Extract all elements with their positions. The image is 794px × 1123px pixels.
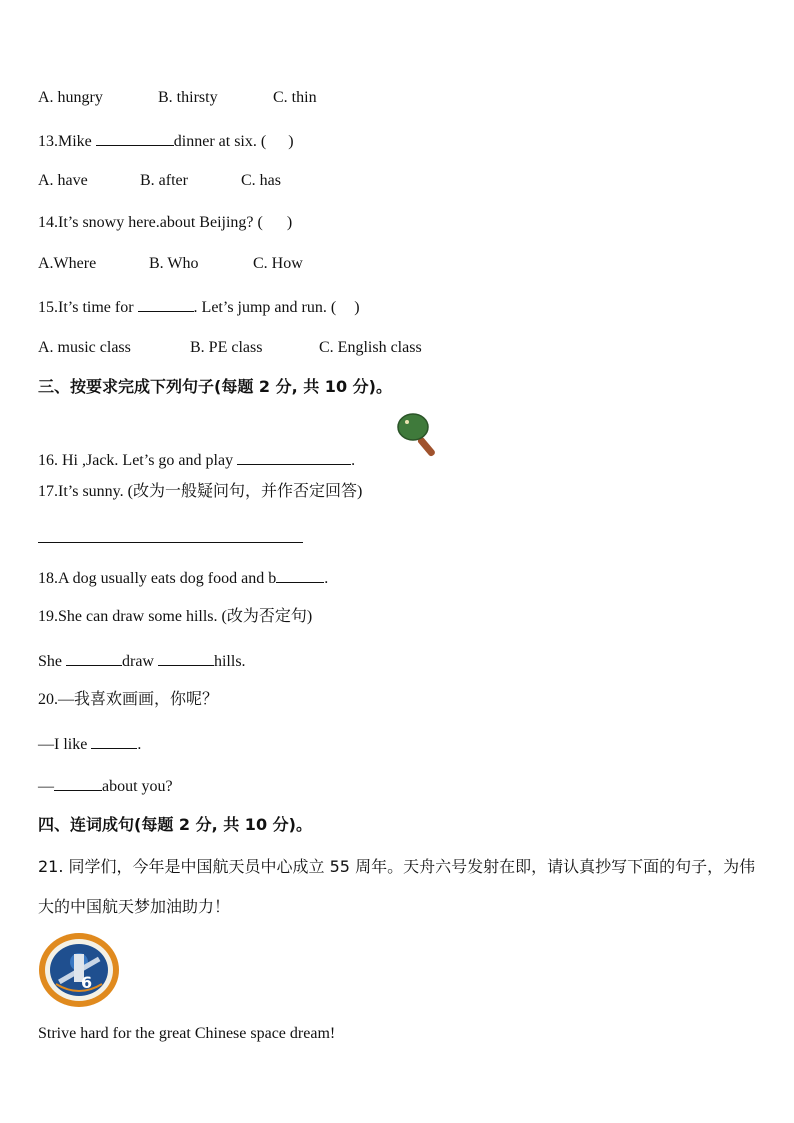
q13-text-pre: 13.Mike [38, 133, 92, 150]
q14-paren-close: ) [286, 214, 293, 231]
q15-option-c: C. English class [319, 339, 422, 356]
tianzhou-mission-badge-icon [38, 932, 120, 1008]
q14-stem [38, 213, 292, 233]
q20-stem [38, 690, 218, 710]
q15-paren-close: ) [354, 299, 360, 316]
q19-blank-1[interactable] [66, 650, 122, 666]
q20-line-1-pre: —I like [38, 736, 88, 753]
q19-word-draw: draw [122, 653, 154, 670]
q16-text-post: . [351, 452, 356, 469]
q14-option-c: C. How [253, 255, 303, 272]
section-3-title: 三、按要求完成下列句子(每题 2 分, 共 10 分)。 [38, 377, 392, 396]
q16-text-pre: 16. Hi ,Jack. Let’s go and play [38, 452, 234, 469]
q13-blank[interactable] [96, 130, 174, 146]
q18-text-post: . [324, 570, 329, 587]
q15-option-b: B. PE class [190, 339, 263, 356]
q17-answer-line[interactable] [38, 542, 303, 543]
q13-option-c: C. has [241, 172, 281, 189]
q13-stem [38, 130, 294, 152]
q14-option-a: A.Where [38, 255, 97, 272]
q19-word-hills: hills. [213, 653, 246, 670]
ping-pong-paddle-icon [395, 410, 445, 460]
q12-option-b: B. thirsty [158, 89, 218, 106]
q20-line-1 [38, 733, 141, 755]
q13-paren-close: ) [288, 133, 294, 150]
q12-options [38, 88, 317, 108]
q19-text: 19.She can draw some hills. (改为否定句) [38, 608, 313, 625]
q15-blank[interactable] [138, 296, 194, 312]
q14-options [38, 254, 303, 274]
q14-text: 14.It’s snowy here.about Beijing? ( [38, 214, 263, 231]
q20-line-2-post: about you? [102, 778, 173, 795]
q15-options [38, 338, 422, 358]
q20-text: 20.—我喜欢画画，你呢？ [38, 691, 219, 708]
q14-option-b: B. Who [149, 255, 199, 272]
q16-blank[interactable] [237, 449, 351, 465]
q15-text-pre: 15.It’s time for [38, 299, 134, 316]
q13-text-post: dinner at six. ( [173, 133, 267, 150]
q19-answer [38, 650, 246, 672]
q13-option-b: B. after [140, 172, 188, 189]
section-4-title: 四、连词成句(每题 2 分, 共 10 分)。 [38, 815, 312, 834]
q16-stem [38, 449, 355, 471]
q15-text-post: . Let’s jump and run. ( [193, 299, 337, 316]
q19-blank-2[interactable] [158, 650, 214, 666]
q21-paragraph: 21. 同学们，今年是中国航天员中心成立 55 周年。天舟六号发射在即，请认真抄写下面的句子，为伟大的中国航天梦加油助力！ [38, 857, 756, 916]
q13-option-a: A. have [38, 172, 88, 189]
q19-word-she: She [38, 653, 62, 670]
q17-text: 17.It’s sunny. (改为一般疑问句，并作否定回答) [38, 483, 363, 500]
q15-stem [38, 296, 360, 318]
q18-blank[interactable] [276, 567, 324, 583]
q15-option-a: A. music class [38, 339, 131, 356]
q20-blank-2[interactable] [54, 775, 102, 791]
q20-line-2-pre: — [38, 778, 54, 795]
q19-stem [38, 607, 312, 627]
q18-stem [38, 567, 328, 589]
q12-option-a: A. hungry [38, 89, 103, 106]
q12-option-c: C. thin [273, 89, 317, 106]
q17-stem [38, 482, 362, 502]
q13-options [38, 171, 281, 191]
q21-sentence: Strive hard for the great Chinese space dream! [38, 1025, 336, 1042]
svg-text:6: 6 [81, 973, 93, 992]
q20-blank-1[interactable] [91, 733, 137, 749]
q20-line-1-post: . [137, 736, 142, 753]
q20-line-2 [38, 775, 173, 797]
q18-text-pre: 18.A dog usually eats dog food and b [38, 570, 277, 587]
